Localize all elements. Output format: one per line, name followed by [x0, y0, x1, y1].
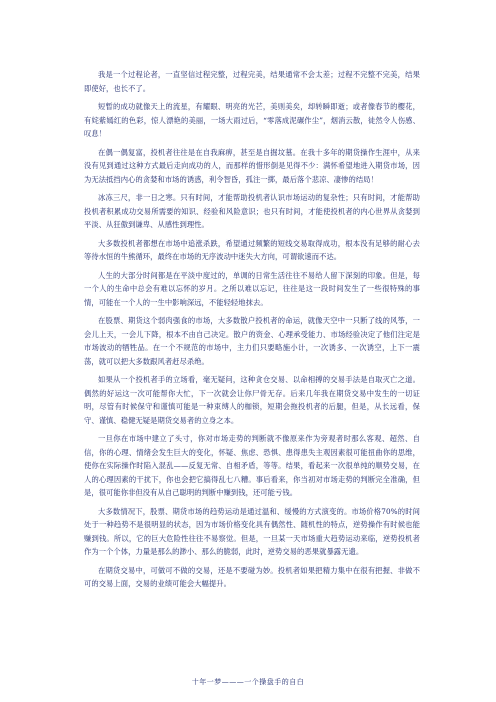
paragraph: 大多数情况下，股票、期货市场的趋势运动是通过温和、缓慢的方式演变的。市场价格70%的时间处于一种趋势不是很明显的状态，因为市场价格变化具有偶然性、随机性的特点，逆势操作有时候也能赚到钱。所以，它的巨大危险性往往不易察觉。但是，一旦某一天市场重大趋势运动来临，逆势投机者作为一个个体，力量是那么的渺小、那么的脆弱，此时，逆势交易的恶果就暴露无遗。	[84, 506, 420, 556]
paragraph: 在股票、期货这个弱肉强食的市场，大多数散户投机者的命运，就像天空中一只断了线的风筝，一会儿上天，一会儿下降，根本不由自己决定。散户的资金、心理承受能力、市场经验决定了他们注定是市场波动的牺牲品。在一个不规范的市场中，主力们只要略施小计，一次诱多、一次诱空，上下一震荡，就可以把大多数跟风者赶尽杀绝。	[84, 316, 420, 366]
page-footer: 十年一梦———一个操盘手的自白	[191, 678, 305, 686]
paragraph: 在偶一偶复富，投机者往往是在自我麻痹，甚至是自掘坟墓。在我十多年的期货操作生涯中，从来没有见到通过这种方式最后走向成功的人，而那样的惜形倒是见得不少：满怀希望地进入期货市场，因为无法抵挡内心的贪婪和市场的诱惑，利令智昏，孤注一掷，最后落个悲凉、凄惨的结局！	[84, 147, 420, 184]
paragraph: 大多数投机者都想在市场中追涨杀跌，希望通过频繁的短线交易取得成功，根本没有足够的耐心去等待水恒的牛熊循环，最终在市场的无序波动中迷失大方向，可谓欲速而不达。	[84, 238, 420, 261]
paragraph: 人生的大部分时间都是在平淡中度过的，单调的日常生活往往不易给人留下深刻的印象。但是，每一个人的生命中总会有难以忘怀的岁月。之所以难以忘记，往往是这一段时间发生了一些很特殊的事情，可能在一个人的一生中影响深远，不能轻轻地抹去。	[84, 270, 420, 307]
paragraph: 短暂的成功就像天上的流星，有耀眼、明亮的光芒，美则美矣，却转瞬即逝；或者像春节的樱花，有姹紫嫣红的色彩，惊人漂艳的美丽，一场大雨过后，“零落成泥碾作尘”，烟消云散，徒然令人伤感、叹息！	[84, 102, 420, 138]
paragraph: 冰冻三尺，非一日之寒。只有时间，才能帮助投机者认识市场运动的复杂性；只有时间，才能帮助投机者积累成功交易所需要的知识、经验和风险意识；也只有时间，才能使投机者的内心世界从贪婪到平淡、从狂傲到谦卑、从感性到理性。	[84, 193, 420, 229]
document-body	[84, 68, 420, 596]
paragraph: 一旦你在市场中建立了头寸，你对市场走势的判断就不像原来作为旁观者时那么客观、超然、自信，你的心理、情绪会发生巨大的变化，怀疑、焦虑、恐惧、患得患失主观因素很可能扭曲你的思维，使你在实际操作时陷入混乱——反复无常、自相矛盾，等等。结果，看起来一次很单纯的顺势交易，在人的心理因素的干扰下，你也会把它搞得乱七八糟。事后看来，你当初对市场走势的判断完全准确，但是，很可能你非但没有从自己聪明的判断中赚到钱，还可能亏钱。	[84, 434, 420, 497]
paragraph: 在期货交易中，可做可不做的交易，还是不要碰为妙。投机者如果把精力集中在很有把握、非做不可的交易上面，交易的业绩可能会大幅提升。	[84, 565, 420, 588]
paragraph: 我是一个过程论者，一直坚信过程完整，过程完美，结果通常不会太差；过程不完整不完美，结果即使好，也长不了。	[84, 70, 420, 93]
paragraph: 如果从一个投机者手的立场看，毫无疑问，这种贪仓交易、以命相搏的交易手法是自取灭亡之道。偶然的好运这一次可能帮你大忙，下一次就会让你尸骨无存。后来几年我在期货交易中发生的一切证明，尽管有时候保守和谨慎可能是一种束缚人的枷锁，短期会拖投机者的后腿，但是，从长远看，保守、谨慎、稳健无疑是期货交易者的立身之本。	[84, 375, 420, 425]
